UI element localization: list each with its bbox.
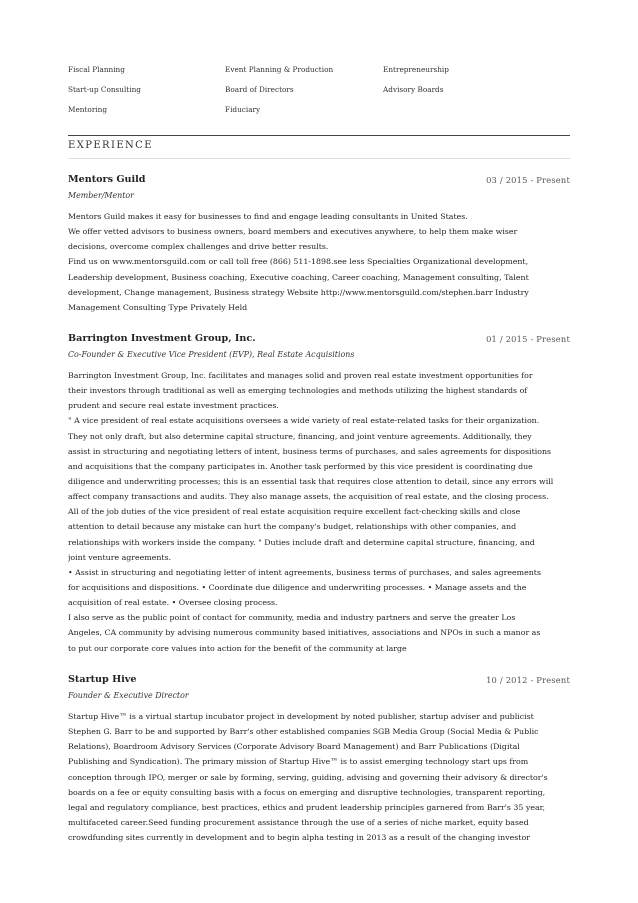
section-title-experience: EXPERIENCE (68, 140, 153, 151)
description-line: Barrington Investment Group, Inc. facilitates and manages solid and proven real estate investment opportunities for (68, 371, 533, 380)
description-line: development, Change management, Business strategy Website http://www.mentorsguild.com/stephen.barr Industry (68, 287, 529, 297)
description-line: joint venture agreements. (68, 552, 172, 562)
description-line: • Assist in structuring and negotiating letter of intent agreements, business terms of purchases, and sales agreements (68, 567, 541, 577)
description-line: Find us on www.mentorsguild.com or call toll free (866) 511-1898.see less Specialties Organizational development, (68, 257, 529, 267)
description-line: We offer vetted advisors to business owners, board members and executives anywhere, to help them make wiser (68, 227, 518, 237)
job-header (68, 172, 570, 188)
description-line: Startup Hive™ is a virtual startup incubator project in development by noted publisher, startup adviser and publicist (68, 712, 534, 721)
description-line: and acquisitions that the company participates in. Another task performed by this vice president is coordinating due (68, 461, 533, 471)
description-line: attention to detail because any mistake can hurt the company's budget, relationships with other companies, and (68, 522, 517, 532)
job-date: 10 / 2012 - Present (486, 675, 570, 685)
description-line: Relations), Boardroom Advisory Services (Corporate Advisory Board Management) and Barr Publications (Digital (68, 742, 520, 752)
description-line: multifaceted career.Seed funding procurement assistance through the use of a series of niche market, equity based (68, 817, 529, 827)
description-line: relationships with workers inside the company. " Duties include draft and determine capital structure, financing, and (68, 537, 535, 547)
job-header (68, 672, 570, 688)
description-line: prudent and secure real estate investment practices. (68, 401, 279, 411)
job-description (68, 368, 570, 656)
job-role: Founder & Executive Director (68, 691, 189, 700)
description-line: acquisition of real estate. • Oversee closing process. (68, 598, 278, 608)
company-name: Mentors Guild (68, 174, 146, 185)
job-role: Co-Founder & Executive Vice President (EVP), Real Estate Acquisitions (68, 350, 355, 359)
description-line: Stephen G. Barr to be and supported by Barr's other established companies SGB Media Group (Social Media & Public (68, 727, 539, 737)
skills-grid (68, 62, 570, 118)
description-line: All of the job duties of the vice president of real estate acquisition require excellent fact-checking skills and close (68, 507, 521, 517)
company-name: Startup Hive (68, 674, 137, 685)
job-date: 03 / 2015 - Present (486, 175, 570, 185)
job-role: Member/Mentor (68, 191, 134, 200)
description-line: Publishing and Syndication). The primary mission of Startup Hive™ is to assist emerging technology start ups from (68, 757, 529, 767)
section-divider (68, 135, 570, 136)
description-line: " A vice president of real estate acquisitions oversees a wide variety of real estate-related tasks for their organization. (68, 416, 540, 426)
skill-item: Entrepreneurship (383, 65, 449, 74)
section-divider-light (68, 158, 570, 159)
job-description (68, 709, 570, 845)
description-line: I also serve as the public point of contact for community, media and industry partners and serve the greater Los (68, 613, 516, 623)
description-line: for acquisitions and dispositions. • Coordinate due diligence and underwriting processes. • Manage assets and the (68, 582, 527, 592)
job-header (68, 331, 570, 347)
description-line: crowdfunding sites currently in development and to begin alpha testing in 2013 as a result of the changing investor (68, 833, 530, 843)
description-line: their investors through traditional as well as emerging technologies and methods utilizing the highest standards of (68, 386, 528, 396)
skill-item: Advisory Boards (383, 85, 444, 94)
skill-item: Mentoring (68, 105, 108, 114)
job-entry-mentors-guild (68, 172, 570, 315)
description-line: boards on a fee or equity consulting basis with a focus on emerging and disruptive technologies, transparent reporting, (68, 787, 546, 797)
description-line: affect company transactions and audits. They also manage assets, the acquisition of real estate, and the closing process. (68, 492, 549, 502)
description-line: They not only draft, but also determine capital structure, financing, and joint venture agreements. Additionally, they (68, 431, 532, 441)
job-entry-startup-hive (68, 672, 570, 845)
description-line: Mentors Guild makes it easy for businesses to find and engage leading consultants in United States. (68, 212, 468, 221)
description-line: Management Consulting Type Privately Held (68, 302, 248, 312)
job-date: 01 / 2015 - Present (486, 334, 570, 344)
description-line: assist in structuring and negotiating letters of intent, business terms of purchases, and sales agreements for dispositions (68, 446, 552, 456)
job-entry-barrington (68, 331, 570, 656)
skill-item: Start-up Consulting (68, 85, 141, 94)
description-line: legal and regulatory compliance, best practices, ethics and prudent leadership principles garnered from Barr's 35 year, (68, 802, 546, 812)
skill-item: Board of Directors (225, 85, 294, 94)
company-name: Barrington Investment Group, Inc. (68, 333, 256, 344)
description-line: diligence and underwriting processes; this is an essential task that requires close attention to detail, since any errors will (68, 476, 554, 486)
description-line: Angeles, CA community by advising numerous community based initiatives, associations and NPOs in such a manor as (68, 628, 541, 638)
description-line: Leadership development, Business coaching, Executive coaching, Career coaching, Management consulting, Talent (68, 272, 529, 282)
description-line: conception through IPO, merger or sale by forming, serving, guiding, advising and governing their advisory & director's (68, 772, 548, 782)
job-description (68, 209, 570, 315)
skill-item: Fiscal Planning (68, 65, 125, 74)
description-line: decisions, overcome complex challenges and drive better results. (68, 242, 329, 252)
skill-item: Fiduciary (225, 105, 261, 114)
description-line: to put our corporate core values into action for the benefit of the community at large (68, 643, 407, 653)
skill-item: Event Planning & Production (225, 65, 334, 74)
